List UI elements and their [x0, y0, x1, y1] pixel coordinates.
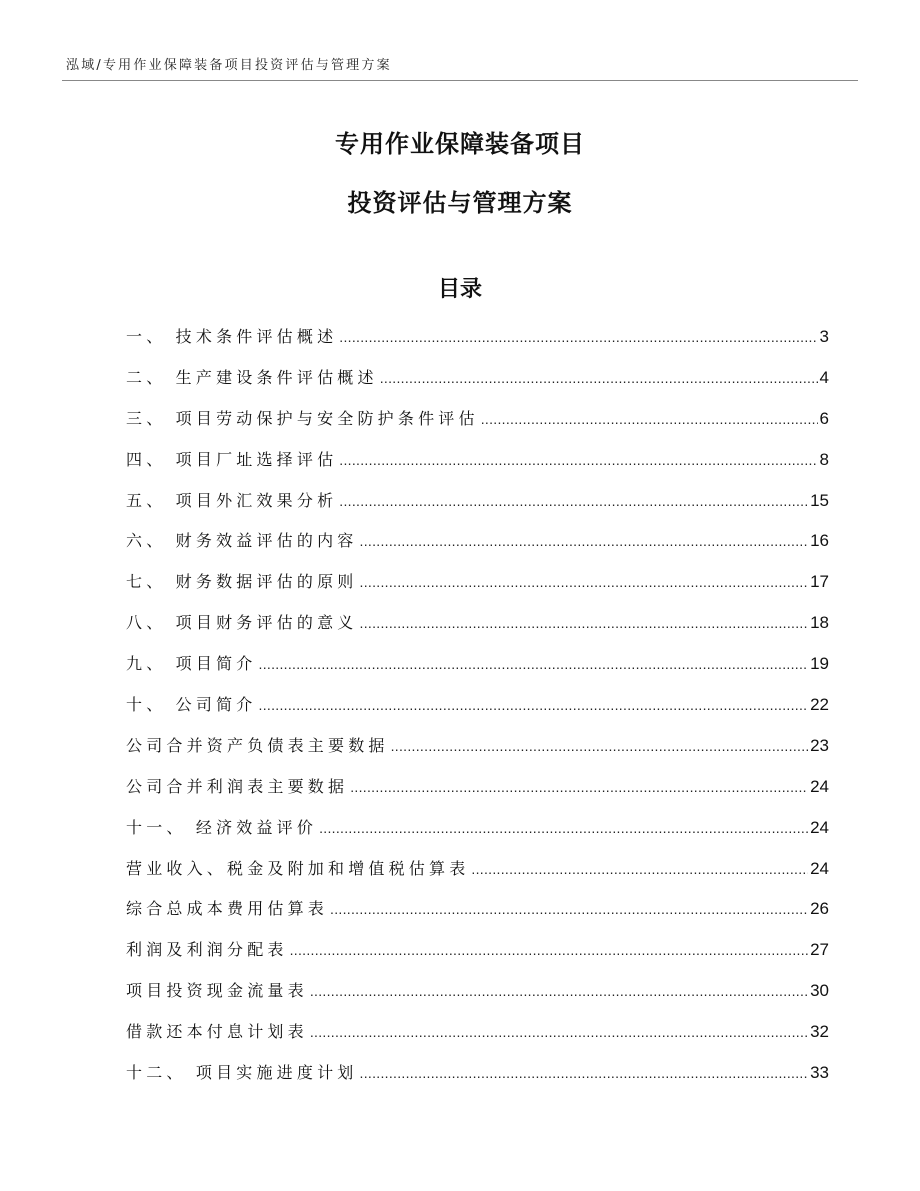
toc-entry-page: 18: [810, 613, 829, 633]
toc-entry[interactable]: [126, 447, 829, 488]
toc-entry[interactable]: [126, 856, 829, 897]
toc-entry[interactable]: [126, 1060, 829, 1101]
toc-entry[interactable]: [126, 896, 829, 937]
dot-leader: [360, 1065, 809, 1081]
toc-entry-page: 30: [810, 981, 829, 1001]
toc-entry-label: 六、 财务效益评估的内容: [126, 531, 358, 551]
toc-entry[interactable]: [126, 733, 829, 774]
toc-entry-label: 五、 项目外汇效果分析: [126, 490, 338, 510]
toc-entry[interactable]: [126, 651, 829, 692]
toc-entry-page: 27: [810, 940, 829, 960]
toc-entry-label: 十二、 项目实施进度计划: [126, 1063, 358, 1083]
toc-entry-page: 4: [819, 367, 829, 387]
toc-entry[interactable]: [126, 692, 829, 733]
toc-entry-label: 一、 技术条件评估概述: [126, 327, 338, 346]
dot-leader: [360, 574, 809, 590]
toc-entry[interactable]: [126, 488, 829, 529]
dot-leader: [319, 820, 808, 836]
toc-entry-label: 借款还本付息计划表: [126, 1022, 308, 1042]
dot-leader: [310, 1024, 808, 1040]
toc-entry-page: 3: [819, 327, 829, 346]
toc-entry-page: 32: [810, 1022, 829, 1042]
dot-leader: [481, 411, 818, 427]
toc-entry-page: 24: [810, 817, 829, 837]
toc-heading: 目录: [437, 277, 482, 302]
toc-entry[interactable]: [126, 528, 829, 569]
toc-entry[interactable]: [126, 406, 829, 447]
toc-entry-page: 24: [810, 858, 829, 878]
toc-entry-label: 十、 公司简介: [126, 695, 257, 715]
toc-entry[interactable]: [126, 978, 829, 1019]
toc-entry-page: 33: [810, 1063, 829, 1083]
document-title-line-1: 专用作业保障装备项目: [335, 130, 585, 158]
document-title-line-2: 投资评估与管理方案: [347, 189, 573, 217]
header-divider: [62, 80, 858, 81]
dot-leader: [471, 861, 808, 877]
toc-entry-page: 15: [810, 490, 829, 510]
toc-entry-page: 26: [810, 899, 829, 919]
dot-leader: [339, 452, 817, 468]
toc-entry[interactable]: [126, 937, 829, 978]
toc-entry-label: 综合总成本费用估算表: [126, 899, 329, 919]
toc-entry-label: 项目投资现金流量表: [126, 981, 308, 1001]
toc-entry[interactable]: [126, 324, 829, 365]
dot-leader: [360, 533, 809, 549]
toc-entry[interactable]: [126, 610, 829, 651]
toc-entry[interactable]: [126, 1019, 829, 1060]
dot-leader: [380, 370, 818, 386]
toc-entry-label: 公司合并资产负债表主要数据: [126, 735, 389, 755]
toc-entry-label: 八、 项目财务评估的意义: [126, 613, 358, 633]
toc-entry-label: 二、 生产建设条件评估概述: [126, 367, 378, 387]
table-of-contents: [126, 324, 829, 1101]
toc-entry-page: 24: [810, 776, 829, 796]
toc-entry-page: 17: [810, 572, 829, 592]
dot-leader: [391, 738, 808, 754]
dot-leader: [310, 983, 808, 999]
dot-leader: [339, 493, 808, 509]
toc-entry-label: 公司合并利润表主要数据: [126, 776, 349, 796]
dot-leader: [259, 697, 809, 713]
toc-entry[interactable]: [126, 365, 829, 406]
toc-entry-page: 19: [810, 654, 829, 674]
toc-entry-page: 16: [810, 531, 829, 551]
toc-entry-page: 6: [819, 408, 829, 428]
dot-leader: [330, 901, 808, 917]
toc-entry-label: 十一、 经济效益评价: [126, 817, 318, 837]
running-header: 泓域/专用作业保障装备项目投资评估与管理方案: [66, 58, 392, 73]
toc-entry-label: 七、 财务数据评估的原则: [126, 572, 358, 592]
toc-entry-label: 九、 项目简介: [126, 654, 257, 674]
toc-entry-page: 22: [810, 695, 829, 715]
toc-entry-label: 四、 项目厂址选择评估: [126, 449, 338, 469]
dot-leader: [360, 615, 809, 631]
toc-entry-label: 三、 项目劳动保护与安全防护条件评估: [126, 408, 479, 428]
dot-leader: [339, 329, 817, 345]
dot-leader: [259, 656, 809, 672]
toc-entry-page: 8: [819, 449, 829, 469]
toc-entry[interactable]: [126, 815, 829, 856]
toc-entry-label: 利润及利润分配表: [126, 940, 288, 960]
toc-entry-label: 营业收入、税金及附加和增值税估算表: [126, 858, 470, 878]
toc-entry-page: 23: [810, 735, 829, 755]
dot-leader: [290, 942, 808, 958]
dot-leader: [350, 779, 808, 795]
toc-entry[interactable]: [126, 774, 829, 815]
toc-entry[interactable]: [126, 569, 829, 610]
